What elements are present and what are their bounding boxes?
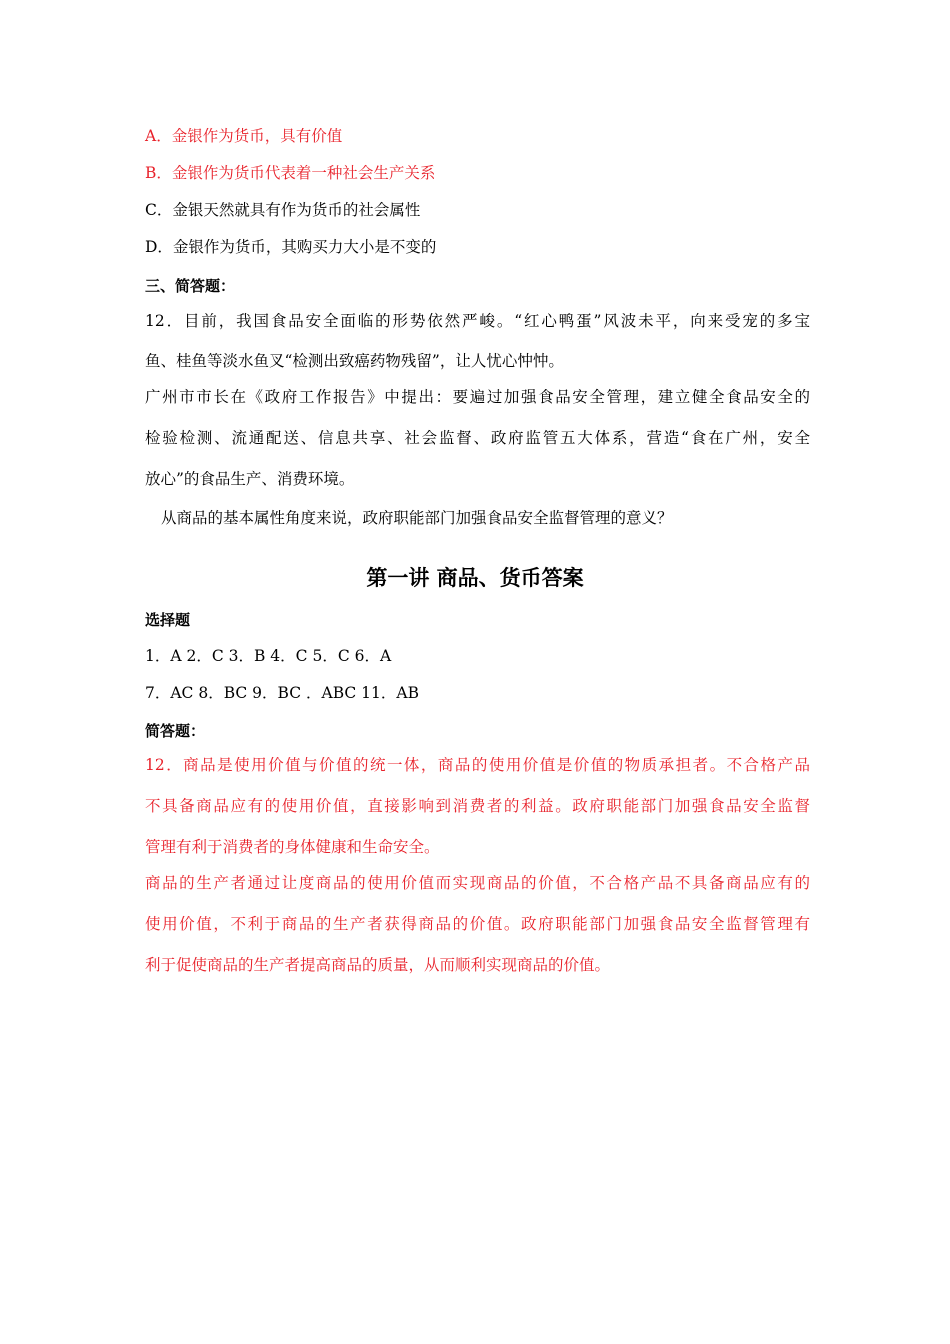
choice-answers-line-2: 7．AC 8．BC 9．BC ．ABC 11．AB [145,684,419,702]
question-12-line-2: 鱼、桂鱼等淡水鱼叉“检测出致癌药物残留”，让人忧心忡忡。 [145,352,564,370]
question-12-line-3: 广州市市长在《政府工作报告》中提出：要遍过加强食品安全管理，建立健全食品安全的 [145,388,810,406]
choice-answers-line-1: 1．A 2．C 3．B 4．C 5．C 6．A [145,647,392,665]
question-12-line-5: 放心”的食品生产、消费环境。 [145,470,355,488]
question-12-line-1: 12．目前，我国食品安全面临的形势依然严峻。“红心鸭蛋”风波未平，向来受宠的多宝 [145,312,810,330]
choice-answers-heading: 选择题 [145,611,191,629]
section-heading-short-answer: 三、简答题： [145,277,236,295]
question-12-prompt: 从商品的基本属性角度来说，政府职能部门加强食品安全监督管理的意义？ [161,509,673,527]
answers-title: 第一讲 商品、货币答案 [366,566,584,590]
option-b: B．金银作为货币代表着一种社会生产关系 [145,164,436,182]
option-a: A．金银作为货币，具有价值 [145,127,343,145]
question-12-line-4: 检验检测、流通配送、信息共享、社会监督、政府监管五大体系，营造“食在广州，安全 [145,429,810,447]
answer-12-line-5: 使用价值，不利于商品的生产者获得商品的价值。政府职能部门加强食品安全监督管理有 [145,915,810,933]
answer-12-line-3: 管理有利于消费者的身体健康和生命安全。 [145,838,440,856]
answer-12-line-1: 12．商品是使用价值与价值的统一体，商品的使用价值是价值的物质承担者。不合格产品 [145,756,810,774]
answer-12-line-2: 不具备商品应有的使用价值，直接影响到消费者的利益。政府职能部门加强食品安全监督 [145,797,810,815]
answer-12-line-4: 商品的生产者通过让度商品的使用价值而实现商品的价值，不合格产品不具备商品应有的 [145,874,810,892]
answer-12-line-6: 利于促使商品的生产者提高商品的质量，从而顺利实现商品的价值。 [145,956,611,974]
option-c: C．金银天然就具有作为货币的社会属性 [145,201,421,219]
option-d: D．金银作为货币，其购买力大小是不变的 [145,238,437,256]
short-answers-heading: 简答题： [145,722,206,740]
